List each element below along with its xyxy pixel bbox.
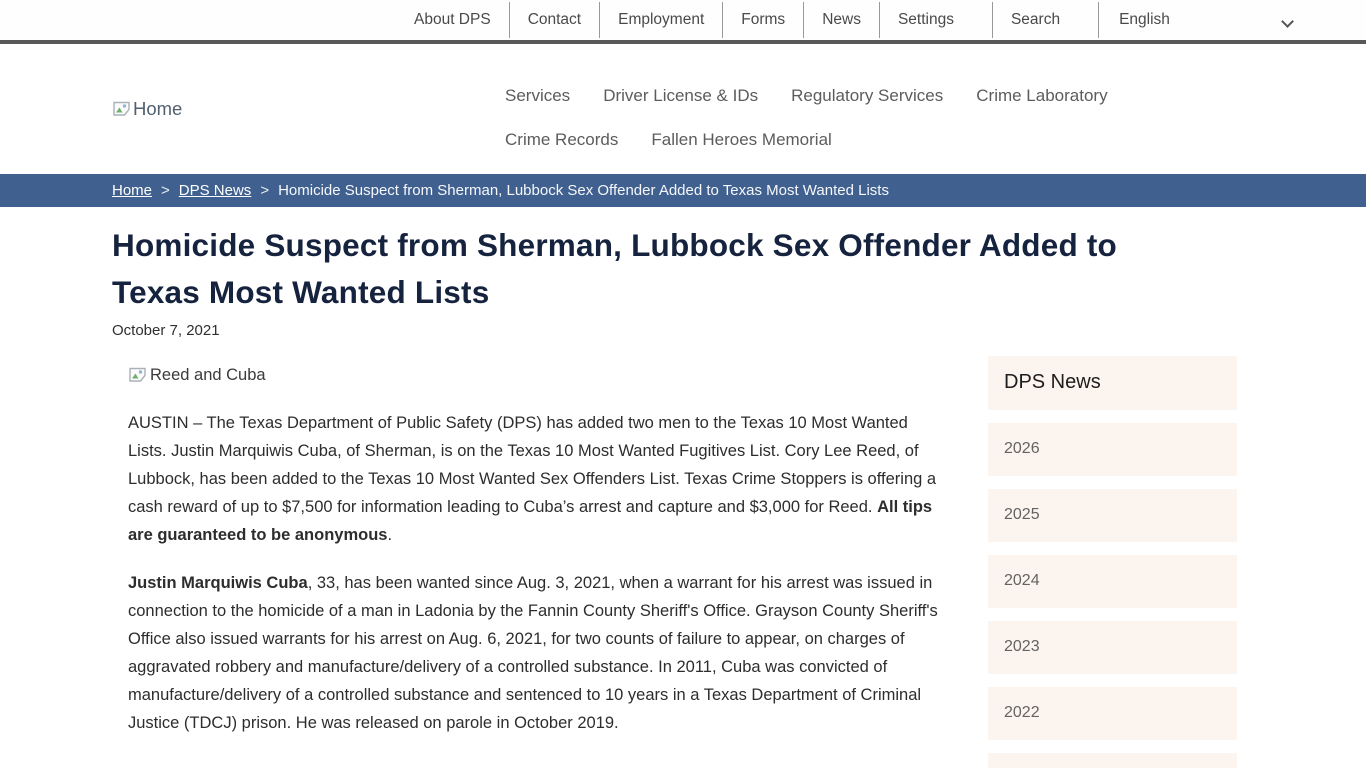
breadcrumb-dps-news-link[interactable]: DPS News bbox=[178, 182, 252, 199]
chevron-down-icon bbox=[1283, 15, 1293, 25]
breadcrumb-separator: > bbox=[260, 182, 270, 199]
home-logo-alt-text: Home bbox=[133, 98, 183, 119]
breadcrumb-current-page: Homicide Suspect from Sherman, Lubbock Sex Offender Added to Texas Most Wanted Lists bbox=[278, 182, 889, 199]
sidebar-item-2023[interactable]: 2023 bbox=[988, 621, 1237, 674]
site-header bbox=[0, 44, 1366, 174]
article-image-alt-text: Reed and Cuba bbox=[150, 365, 266, 384]
paragraph-bold-text: Justin Marquiwis Cuba bbox=[128, 573, 308, 592]
nav-item-services[interactable]: Services bbox=[505, 86, 571, 105]
home-logo-link[interactable] bbox=[112, 98, 182, 120]
dps-news-sidebar bbox=[988, 356, 1237, 768]
sidebar-item-2025[interactable]: 2025 bbox=[988, 489, 1237, 542]
article-paragraph-2 bbox=[128, 569, 950, 737]
sidebar-item-2026[interactable]: 2026 bbox=[988, 423, 1237, 476]
nav-item-fallen-heroes-memorial[interactable]: Fallen Heroes Memorial bbox=[651, 130, 832, 149]
utility-item-search[interactable]: Search bbox=[1010, 11, 1061, 28]
sidebar-item-2024[interactable]: 2024 bbox=[988, 555, 1237, 608]
sidebar-item-2022[interactable]: 2022 bbox=[988, 687, 1237, 740]
breadcrumb-separator: > bbox=[161, 182, 170, 199]
nav-item-regulatory-services[interactable]: Regulatory Services bbox=[791, 86, 944, 105]
utility-item-news[interactable]: News bbox=[822, 11, 861, 28]
language-selected-label: English bbox=[1119, 11, 1170, 28]
article-image-placeholder bbox=[128, 366, 950, 385]
utility-bar bbox=[0, 0, 1366, 44]
utility-item-contact[interactable]: Contact bbox=[527, 11, 582, 28]
broken-image-icon bbox=[128, 367, 147, 383]
article-body bbox=[112, 356, 950, 737]
paragraph-text: . bbox=[387, 525, 393, 544]
utility-item-settings[interactable]: Settings bbox=[897, 11, 954, 28]
sidebar-title: DPS News bbox=[988, 356, 1237, 410]
language-dropdown[interactable] bbox=[1099, 0, 1307, 40]
breadcrumb bbox=[0, 174, 1366, 207]
nav-item-crime-records[interactable]: Crime Records bbox=[505, 130, 619, 149]
main-navigation bbox=[505, 74, 1108, 162]
main-content bbox=[0, 207, 1366, 768]
utility-item-about-dps[interactable]: About DPS bbox=[414, 11, 491, 28]
paragraph-bold-text: All tips are guaranteed to be anonymous bbox=[128, 497, 933, 544]
breadcrumb-home-link[interactable]: Home bbox=[112, 182, 153, 199]
article-date: October 7, 2021 bbox=[112, 321, 220, 339]
utility-item-forms[interactable]: Forms bbox=[741, 11, 786, 28]
utility-item-employment[interactable]: Employment bbox=[618, 11, 705, 28]
paragraph-text: AUSTIN – The Texas Department of Public Safety (DPS) has added two men to the Texas 10 Most Wanted Lists. Justin Marquiwis Cuba, of Sherman, is on the Texas 10 Most Wanted Fugitives List. Cory Lee Reed, of Lubbock, has been added to the Texas 10 Most Wanted Sex Offenders List. Texas Crime Stoppers is offering a cash reward of up to $7,500 for information leading to Cuba’s arrest and capture and $3,000 for Reed. bbox=[128, 413, 937, 516]
nav-item-crime-laboratory[interactable]: Crime Laboratory bbox=[976, 86, 1108, 105]
nav-item-driver-license[interactable]: Driver License & IDs bbox=[603, 86, 759, 105]
paragraph-text: , 33, has been wanted since Aug. 3, 2021, when a warrant for his arrest was issued in connection to the homicide of a man in Ladonia by the Fannin County Sheriff's Office. Grayson County Sheriff's Office also issued warrants for his arrest on Aug. 6, 2021, for two counts of failure to appear, on charges of aggravated robbery and manufacture/delivery of a controlled substance. In 2011, Cuba was convicted of manufacture/delivery of a controlled substance and sentenced to 10 years in a Texas Department of Criminal Justice (TDCJ) prison. He was released on parole in October 2019. bbox=[128, 573, 938, 732]
article-paragraph-1 bbox=[128, 409, 950, 549]
sidebar-item-partial[interactable] bbox=[988, 753, 1237, 768]
page-title: Homicide Suspect from Sherman, Lubbock Sex Offender Added to Texas Most Wanted Lists bbox=[112, 227, 1117, 311]
broken-image-icon bbox=[112, 101, 131, 117]
